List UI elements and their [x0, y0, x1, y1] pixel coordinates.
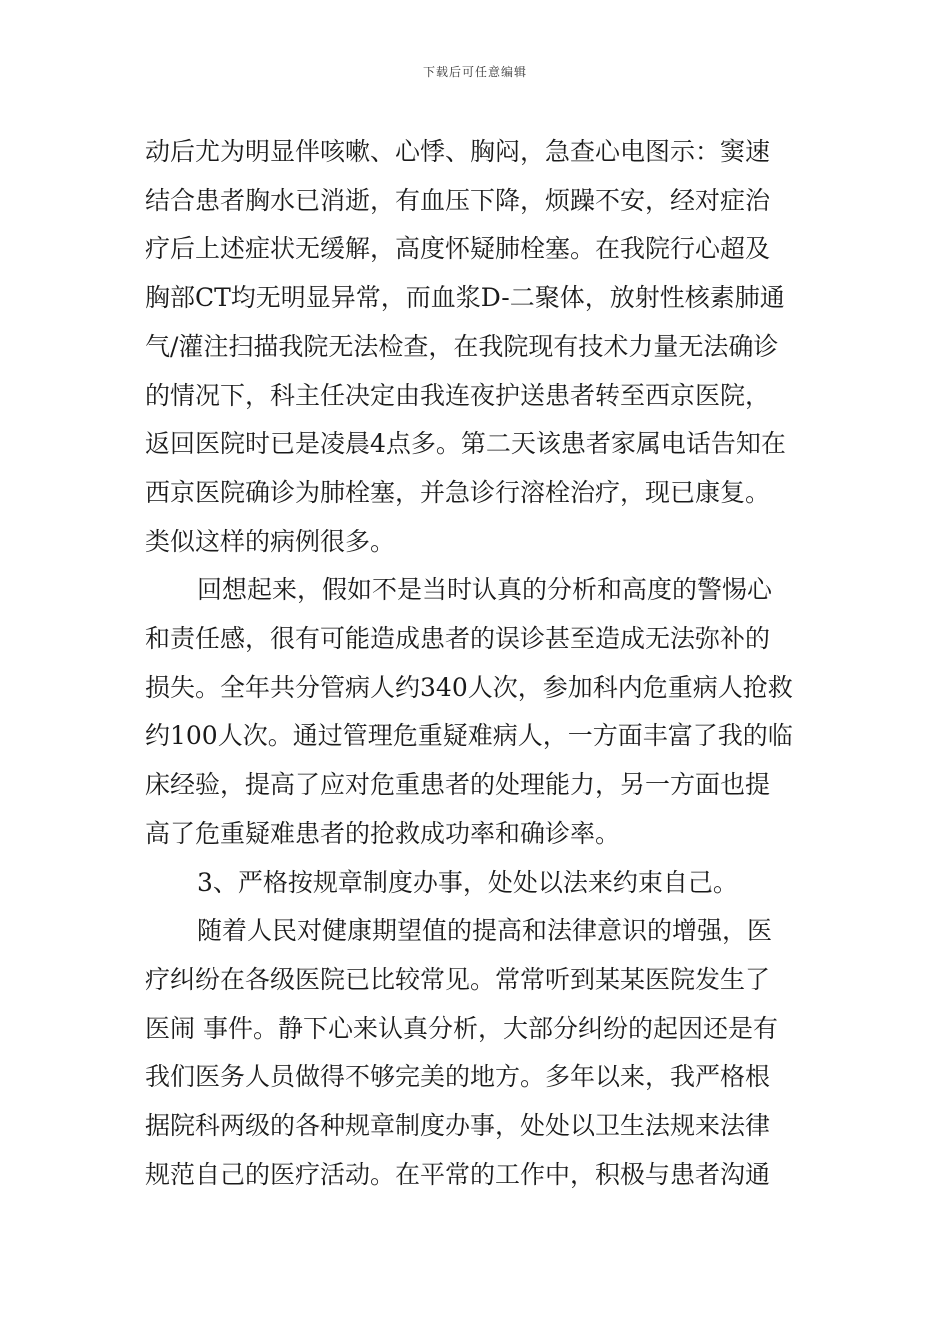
- section-heading-3: [145, 859, 807, 908]
- text-line: 医闹 事件。静下心来认真分析，大部分纠纷的起因还是有: [145, 1013, 778, 1043]
- text-line: 西京医院确诊为肺栓塞，并急诊行溶栓治疗，现已康复。: [145, 477, 771, 507]
- page-header-note: 下载后可任意编辑: [422, 65, 527, 79]
- text-line: 规范自己的医疗活动。在平常的工作中，积极与患者沟通: [145, 1159, 771, 1189]
- text-line: 胸部CT均无明显异常，而血浆D-二聚体，放射性核素肺通: [145, 283, 785, 313]
- paragraph-1: [145, 128, 807, 566]
- text-line: 结合患者胸水已消逝，有血压下降，烦躁不安，经对症治: [145, 185, 771, 215]
- text-line: 回想起来，假如不是当时认真的分析和高度的警惕心: [197, 575, 773, 605]
- text-line: 高了危重疑难患者的抢救成功率和确诊率。: [145, 818, 621, 848]
- text-line: 疗后上述症状无缓解，高度怀疑肺栓塞。在我院行心超及: [145, 234, 771, 264]
- text-line: 气/灌注扫描我院无法检查，在我院现有技术力量无法确诊: [145, 331, 779, 361]
- paragraph-2: [145, 566, 807, 858]
- text-line: 类似这样的病例很多。: [145, 526, 396, 556]
- text-line: 3、严格按规章制度办事，处处以法来约束自己。: [197, 867, 738, 897]
- text-line: 床经验，提高了应对危重患者的处理能力，另一方面也提: [145, 770, 771, 800]
- text-line: 的情况下，科主任决定由我连夜护送患者转至西京医院，: [145, 380, 771, 410]
- text-line: 返回医院时已是凌晨4点多。第二天该患者家属电话告知在: [145, 429, 786, 459]
- text-line: 我们医务人员做得不够完美的地方。多年以来，我严格根: [145, 1062, 771, 1092]
- text-line: 损失。全年共分管病人约340人次，参加科内危重病人抢救: [145, 672, 793, 702]
- text-line: 疗纠纷在各级医院已比较常见。常常听到某某医院发生了: [145, 964, 771, 994]
- text-line: 随着人民对健康期望值的提高和法律意识的增强，医: [197, 916, 773, 946]
- text-line: 据院科两级的各种规章制度办事，处处以卫生法规来法律: [145, 1111, 771, 1141]
- text-line: 和责任感，很有可能造成患者的误诊甚至造成无法弥补的: [145, 624, 771, 654]
- text-line: 动后尤为明显伴咳嗽、心悸、胸闷，急查心电图示：窦速: [145, 137, 771, 166]
- text-line: 约100人次。通过管理危重疑难病人，一方面丰富了我的临: [145, 721, 793, 751]
- paragraph-4: [145, 907, 807, 1199]
- document-body: [145, 128, 807, 1199]
